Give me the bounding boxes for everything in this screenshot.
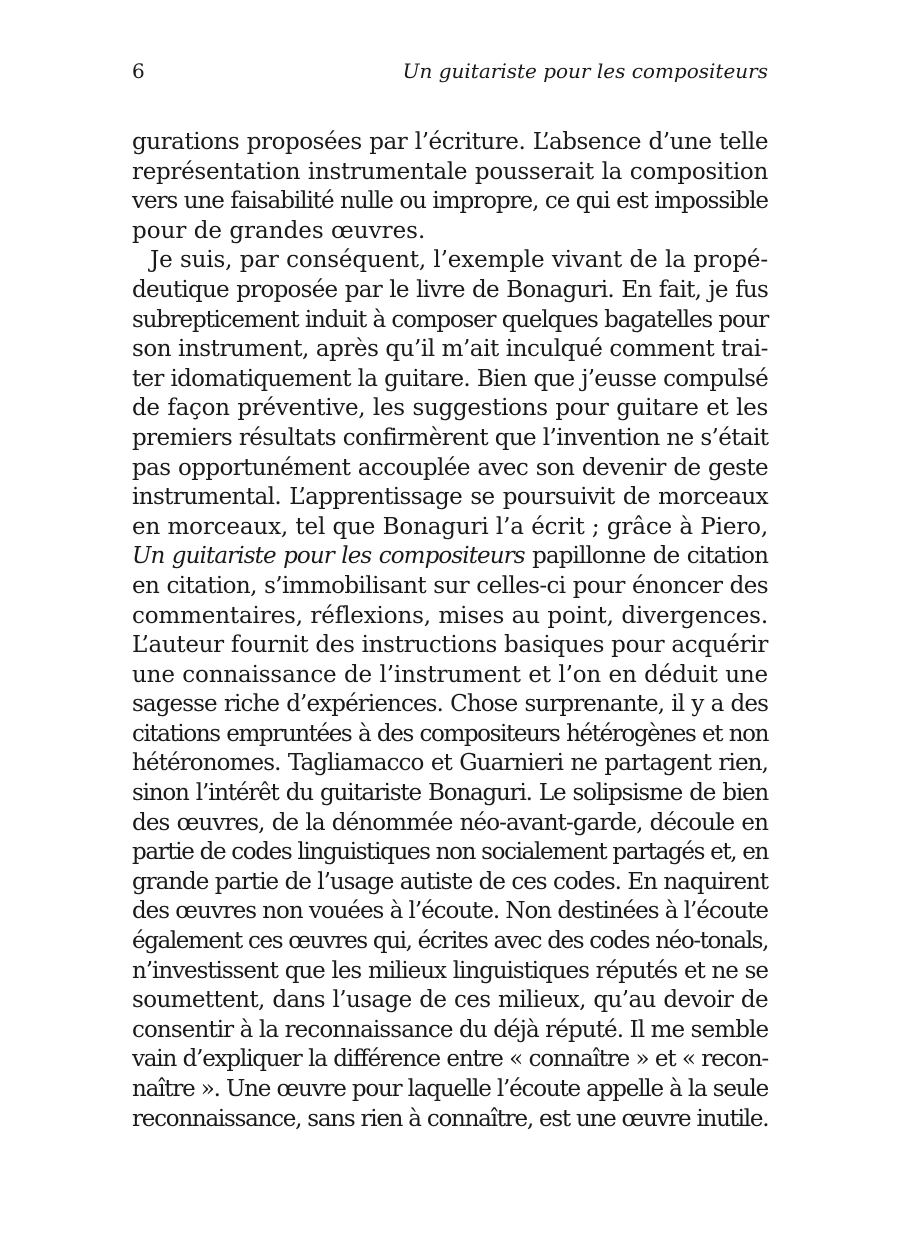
text-line: partie de codes linguistiques non socialement partagés et, en [132, 839, 768, 866]
text-line: vain d’expliquer la différence entre « connaître » et « recon- [132, 1046, 768, 1073]
text-line: en morceaux, tel que Bonaguri l’a écrit ; grâce à Piero, [132, 513, 768, 540]
text-line: pour de grandes œuvres. [132, 217, 426, 244]
text-line: ter idomatiquement la guitare. Bien que j’eusse compulsé [132, 365, 768, 392]
text-line: premiers résultats confirmèrent que l’invention ne s’était [132, 424, 769, 451]
text-line: gurations proposées par l’écriture. L’absence d’une telle [132, 129, 768, 155]
text-line: de façon préventive, les suggestions pour guitare et les [132, 395, 768, 422]
text-line: naître ». Une œuvre pour laquelle l’écoute appelle à la seule [132, 1076, 768, 1102]
text-line: reconnaissance, sans rien à connaître, est une œuvre inutile. [132, 1105, 769, 1132]
text-line: vers une faisabilité nulle ou impropre, ce qui est impossible [132, 188, 768, 215]
text-line: des œuvres non vouées à l’écoute. Non destinées à l’écoute [132, 898, 768, 925]
text-line: n’investissent que les milieux linguistiques réputés et ne se [132, 957, 768, 984]
text-line: représentation instrumentale pousserait la composition [132, 158, 768, 185]
text-line: deutique proposée par le livre de Bonaguri. En fait, je fus [132, 276, 768, 303]
text-line: une connaissance de l’instrument et l’on en déduit une [132, 661, 768, 688]
text-line: pas opportunément accouplée avec son devenir de geste [132, 454, 768, 481]
text-line: également ces œuvres qui, écrites avec des codes néo-tonals, [132, 928, 768, 955]
text-line: hétéronomes. Tagliamacco et Guarnieri ne partagent rien, [132, 750, 768, 777]
text-line: citations empruntées à des compositeurs hétérogènes et non [132, 720, 768, 747]
text-line: en citation, s’immobilisant sur celles-ci pour énoncer des [132, 572, 768, 599]
text-line: subrepticement induit à composer quelques bagatelles pour [132, 306, 768, 333]
text-line: des œuvres, de la dénommée néo-avant-garde, découle en [132, 809, 768, 836]
book-page [132, 58, 768, 1134]
running-header [132, 58, 768, 84]
text-line: sinon l’intérêt du guitariste Bonaguri. Le solipsisme de bien [132, 780, 768, 807]
running-title: Un guitariste pour les compositeurs [402, 59, 768, 83]
text-line-with-title [132, 542, 768, 572]
page-number: 6 [132, 59, 145, 83]
text-line: commentaires, réflexions, mises au point, divergences. [132, 602, 768, 629]
text-line: soumettent, dans l’usage de ces milieux, qu’au devoir de [132, 987, 768, 1014]
text-line: sagesse riche d’expériences. Chose surprenante, il y a des [132, 691, 768, 718]
text-line: son instrument, après qu’il m’ait inculqué comment trai- [132, 336, 768, 363]
text-line-rest: papillonne de citation [532, 543, 769, 570]
body-text [132, 128, 768, 1134]
paragraph-first-line: Je suis, par conséquent, l’exemple vivant de la propé- [150, 247, 768, 274]
italic-book-title: Un guitariste pour les compositeurs [132, 543, 525, 570]
text-line: grande partie de l’usage autiste de ces codes. En naquirent [132, 868, 768, 895]
text-line: consentir à la reconnaissance du déjà réputé. Il me semble [132, 1016, 769, 1043]
text-line: L’auteur fournit des instructions basiques pour acquérir [132, 632, 769, 659]
text-line: instrumental. L’apprentissage se poursuivit de morceaux [132, 484, 768, 511]
